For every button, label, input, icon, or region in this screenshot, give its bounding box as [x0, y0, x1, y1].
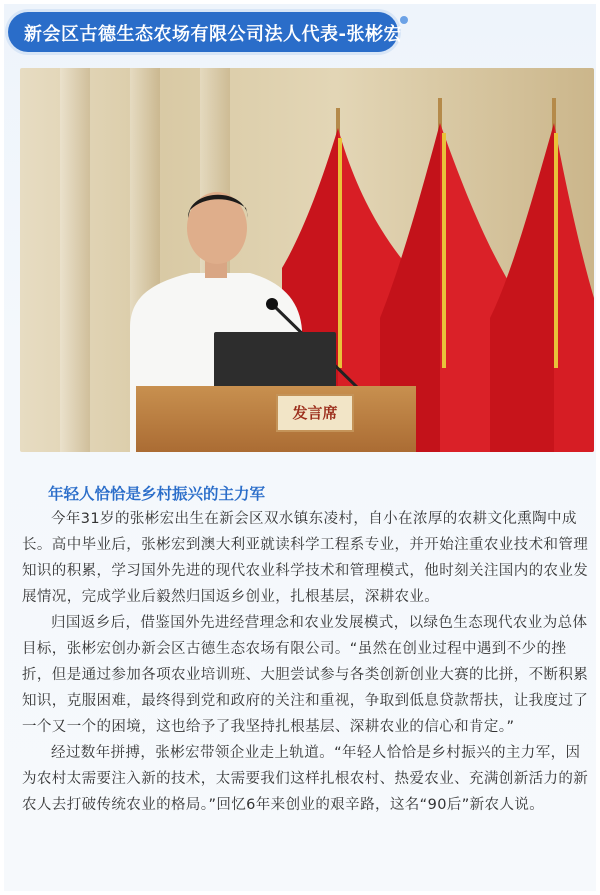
microphone-icon: [266, 298, 278, 310]
speaker-photo: [20, 68, 594, 452]
paragraph-1: 今年31岁的张彬宏出生在新会区双水镇东凌村，自小在浓厚的农耕文化熏陶中成长。高中毕业后，张彬宏到澳大利亚就读科学工程系专业，并开始注重农业技术和管理知识的积累，学习国外先进的现代农业科学技术和管理模式，他时刻关注国内的农业发展情况，完成学业后毅然归国返乡创业，扎根基层，深耕农业。: [22, 511, 589, 605]
podium-sign: 发言席: [276, 394, 354, 432]
article-heading: 年轻人恰恰是乡村振兴的主力军: [48, 485, 266, 503]
laptop: [214, 332, 336, 394]
paragraph-3: 经过数年拼搏，张彬宏带领企业走上轨道。“年轻人恰恰是乡村振兴的主力军，因为农村太需要注入新的技术，太需要我们这样扎根农村、热爱农业、充满创新活力的新农人去打破传统农业的格局。”回忆6年来创业的艰辛路，这名“90后”新农人说。: [22, 745, 589, 813]
paragraph-2: 归国返乡后，借鉴国外先进经营理念和农业发展模式，以绿色生态现代农业为总体目标，张彬宏创办新会区古德生态农场有限公司。“虽然在创业过程中遇到不少的挫折，但是通过参加各项农业培训班、大胆尝试参与各类创新创业大赛的比拼，不断积累知识，克服困难，最终得到党和政府的关注和重视，争取到低息贷款帮扶，让我度过了一个又一个的困境，这也给予了我坚持扎根基层、深耕农业的信心和肯定。”: [22, 615, 589, 735]
banner-title: 新会区古德生态农场有限公司法人代表-张彬宏: [24, 24, 402, 45]
title-banner: [8, 12, 402, 52]
banner-dot: [400, 16, 408, 24]
article-body: [22, 506, 594, 818]
article-card: [4, 4, 596, 891]
